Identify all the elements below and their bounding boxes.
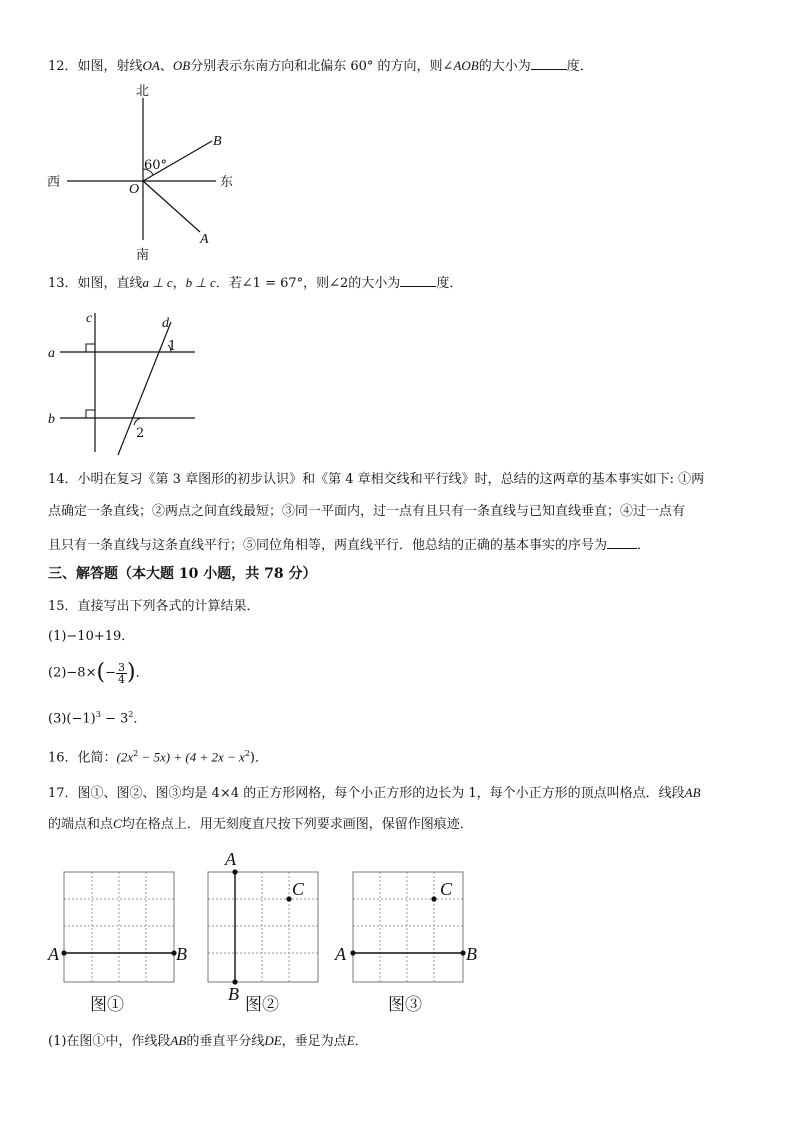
q15-part2-prefix: (2)−8× [48, 665, 97, 681]
q17-sub1-text-c: ，垂足为点 [281, 1034, 347, 1049]
q13-label-c: c [86, 311, 93, 326]
q17-sub1-ab: AB [170, 1033, 187, 1048]
q17-grid-figure-3 [330, 855, 495, 1025]
q17-line-1 [48, 784, 701, 803]
q17-g3-label-b: B [466, 944, 477, 964]
q15-part3-end: ． [133, 711, 147, 727]
q13-text-a: 13．如图，直线 [48, 276, 143, 291]
q12-label-west: 西 [47, 175, 61, 190]
q13-text [48, 273, 462, 293]
q15-part2-rparen: ) [126, 660, 136, 685]
q12-label-b: B [213, 134, 222, 149]
q17-g1-caption: 图① [90, 995, 124, 1015]
q17-g2-label-a: A [225, 849, 236, 869]
q16-expr-b: − 5x) + (4 + 2x − x [138, 749, 245, 765]
q15-part2-end: ． [135, 665, 149, 681]
q17-g2-label-b: B [228, 984, 239, 1004]
q17-sub-1 [48, 1032, 368, 1051]
q13-label-a: a [48, 346, 55, 361]
q15-part3-exp1: 3 [95, 710, 101, 719]
q15-part3-minus: − 3 [100, 711, 129, 727]
q12-text-c: 的大小为 [478, 59, 531, 74]
q12-sep: 、 [159, 59, 173, 74]
q13-label-d: d [162, 316, 169, 331]
q17-line2-text-a: 的端点和点 [48, 817, 114, 832]
q12-compass-figure [40, 80, 250, 265]
q12-angle-aob: AOB [453, 58, 479, 73]
q17-g1-label-b: B [176, 944, 187, 964]
q15-part3-exp2: 2 [128, 710, 134, 719]
q16-exp2: 2 [244, 749, 250, 758]
q17-sub1-end: ． [354, 1034, 368, 1049]
q14-line-2 [48, 503, 685, 521]
q17-line2-text-b: 均在格点上．用无刻度直尺按下列要求画图，保留作图痕迹． [121, 817, 473, 832]
q15-part2-minus: − [105, 665, 116, 681]
q14-line-1 [48, 471, 704, 489]
q13-answer-blank[interactable] [400, 273, 436, 287]
q17-sub1-text-b: 的垂直平分线 [186, 1034, 265, 1049]
q17-g3-label-c: C [440, 879, 453, 899]
q12-text [48, 56, 593, 76]
q12-label-angle: 60° [144, 158, 168, 173]
q14-line-3 [48, 535, 650, 555]
q12-label-south: 南 [136, 248, 150, 263]
q17-g3-label-a: A [335, 944, 346, 964]
q17-line-2 [48, 815, 473, 834]
q12-text-b: 分别表示东南方向和北偏东 60° 的方向，则∠ [190, 59, 454, 74]
q15-part2-fraction [116, 662, 127, 685]
q13-lines-figure [40, 305, 210, 460]
q12-answer-blank[interactable] [531, 56, 567, 70]
q16-end: )． [249, 750, 268, 766]
q16-prefix: 16．化简： [48, 750, 117, 766]
q17-point-c: C [113, 816, 122, 831]
q14-line2-text: 点确定一条直线；②两点之间直线最短；③同一平面内，过一点有且只有一条直线与已知直线垂直；④过一点有 [48, 504, 686, 519]
q15-part-3 [48, 706, 146, 728]
q17-g3-caption: 图③ [388, 995, 422, 1015]
q17-line1-text: 17．图①、图②、图③均是 4×4 的正方形网格，每个小正方形的边长为 1，每个小正方形的顶点叫格点．线段 [48, 786, 685, 801]
q12-text-d: 度． [566, 59, 593, 74]
q13-label-b: b [48, 412, 55, 427]
q15-part2-lparen: ( [96, 660, 106, 685]
q17-sub1-e: E [346, 1033, 355, 1048]
q15-part3-base: (3)(−1) [48, 711, 96, 727]
q12-ray-ob: OB [172, 58, 191, 73]
q13-text-b: ．若∠1 = 67°，则∠2的大小为 [215, 276, 401, 291]
q17-g2-label-c: C [292, 879, 305, 899]
section-3-heading: 三、解答题（本大题 10 小题，共 78 分） [48, 566, 317, 582]
q17-g2-caption: 图② [245, 995, 279, 1015]
q14-line1-text: 14．小明在复习《第 3 章图形的初步认识》和《第 4 章相交线和平行线》时，总结的这两章的基本事实如下: ①两 [48, 472, 705, 487]
q12-label-o: O [129, 182, 140, 197]
q15-part-2 [48, 660, 149, 687]
q13-rel-b-perp-c: b ⊥ c [185, 275, 216, 290]
q15-fraction-numerator: 3 [117, 660, 125, 674]
q13-label-angle1: 1 [168, 339, 177, 354]
q17-segment-ab: AB [684, 785, 701, 800]
q17-sub1-de: DE [264, 1033, 282, 1048]
q15-part-1: (1)−10+19． [48, 629, 135, 644]
q13-label-angle2: 2 [136, 426, 145, 441]
q13-rel-a-perp-c: a ⊥ c [142, 275, 173, 290]
q16-text [48, 745, 268, 767]
q15-title: 15．直接写出下列各式的计算结果． [48, 599, 260, 614]
q15-fraction-denominator: 4 [117, 672, 125, 686]
q14-line3-text: 且只有一条直线与这条直线平行；⑤同位角相等，两直线平行．他总结的正确的基本事实的序号为 [48, 538, 608, 553]
q12-ray-oa: OA [142, 58, 160, 73]
q16-expr-a: (2x [116, 749, 134, 765]
q17-grid-figure-1 [40, 855, 200, 1025]
q16-exp1: 2 [133, 749, 139, 758]
q17-g1-label-a: A [48, 944, 59, 964]
q14-answer-blank[interactable] [607, 535, 637, 549]
q13-sep: ， [172, 276, 186, 291]
q17-sub1-text-a: (1)在图①中，作线段 [48, 1034, 171, 1049]
q12-label-a: A [200, 232, 209, 247]
q13-text-c: 度． [436, 276, 463, 291]
q12-label-east: 东 [220, 175, 234, 190]
q12-text-a: 12．如图，射线 [48, 59, 143, 74]
q12-label-north: 北 [136, 84, 150, 99]
q17-grid-figure-2 [185, 850, 345, 1025]
q14-line3-end: ． [637, 538, 651, 553]
